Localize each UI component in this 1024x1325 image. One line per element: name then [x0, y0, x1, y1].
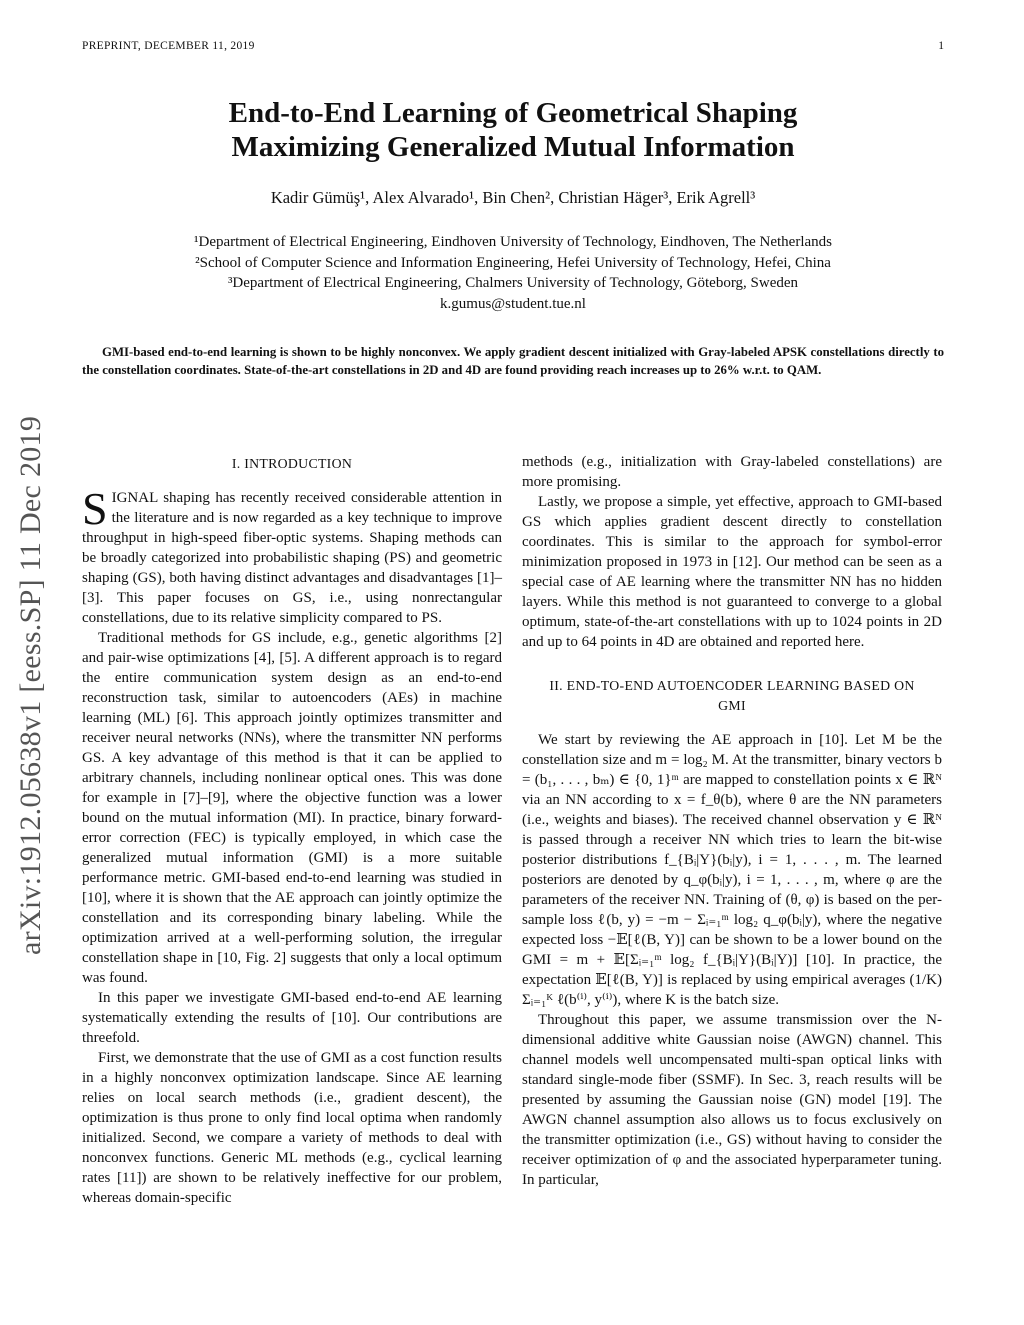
section-2-heading [522, 676, 942, 716]
section-1-heading: I. INTRODUCTION [231, 456, 353, 471]
affiliation-2: ²School of Computer Science and Information Engineering, Hefei University of Technology, Hefei, China [195, 254, 831, 271]
intro-paragraph-2: Traditional methods for GS include, e.g., genetic algorithms [2] and pair-wise optimizations [4], [5]. A different approach is to regard the entire communication system design as an end-to-end reconstruction task, similar to autoencoders (AEs) in machine learning (ML) [6]. This approach jointly optimizes transmitter and receiver neural networks (NNs), where the transmitter NN performs GS. A key advantage of this method is that it can be applied to arbitrary channels, including nonlinear optical ones. This was done for example in [7]–[9], where the objective function was a lower bound on the mutual information (MI). In practice, binary forward-error correction (FEC) is typically employed, in which case the generalized mutual information (GMI) is a more suitable performance metric. GMI-based end-to-end learning was studied in [10], where it is shown that the AE approach can jointly optimize the constellation and its corresponding binary labeling. While the optimization arrived at a well-performing solution, the irregular constellation shape in [10, Fig. 2] suggests that only a local optimum was found. [82, 630, 502, 986]
running-header: PREPRINT, DECEMBER 11, 2019 [82, 40, 255, 52]
intro-paragraph-1 [82, 483, 502, 628]
paper-title [82, 96, 944, 164]
intro-paragraph-3: In this paper we investigate GMI-based end-to-end AE learning systematically extending the results of [10]. Our contributions are threefold. [82, 990, 502, 1046]
section-2-heading-line-2: GMI [718, 698, 746, 713]
arxiv-stamp: arXiv:1912.05638v1 [eess.SP] 11 Dec 2019 [14, 415, 47, 955]
affiliation-1: ¹Department of Electrical Engineering, Eindhoven University of Technology, Eindhoven, The Netherlands [194, 234, 832, 250]
contact-email[interactable]: k.gumus@student.tue.nl [440, 295, 586, 312]
title-line-2: Maximizing Generalized Mutual Information [231, 131, 795, 163]
abstract: GMI-based end-to-end learning is shown to be highly nonconvex. We apply gradient descent initialized with Gray-labeled APSK constellations directly to the constellation coordinates. State-of-the-art constellations in 2D and 4D are found providing reach increases up to 26% w.r.t. to QAM. [82, 345, 944, 377]
author-list: Kadir Gümüş¹, Alex Alvarado¹, Bin Chen², Christian Häger³, Erik Agrell³ [270, 188, 756, 207]
intro-paragraph-4-continued: methods (e.g., initialization with Gray-labeled constellations) are more promising. [522, 454, 942, 490]
intro-paragraph-4: First, we demonstrate that the use of GMI as a cost function results in a highly nonconvex optimization landscape. Since AE learning relies on local search methods (i.e., gradient descent), the optimization is thus prone to only find local optima when randomly initialized. Second, we compare a variety of methods to deal with nonconvex functions. Generic ML methods (e.g., cyclical learning rates [11]) are shown to be relatively ineffective for our problem, whereas domain-specific [82, 1050, 502, 1206]
section-2-heading-line-1: II. END-TO-END AUTOENCODER LEARNING BASED ON [549, 678, 915, 693]
section-2-paragraph-2: Throughout this paper, we assume transmission over the N-dimensional additive white Gaussian noise (AWGN) channel. This channel models well uncompensated multi-span optical links with standard single-mode fiber (SSMF). In Sec. 3, reach results will be presented by assuming the Gaussian noise (GN) model [19]. The AWGN channel assumption also allows us to focus exclusively on the transmitter optimization (i.e., GS) without having to consider the receiver optimization of φ and the associated hyperparameter tuning. In particular, [522, 1012, 942, 1188]
section-spacer [522, 652, 942, 674]
affiliation-3: ³Department of Electrical Engineering, Chalmers University of Technology, Göteborg, Sweden [227, 275, 799, 291]
intro-paragraph-5: Lastly, we propose a simple, yet effective, approach to GMI-based GS which applies gradient descent directly to constellation coordinates. This is similar to the approach for symbol-error minimization proposed in 1973 in [12]. Our method can be seen as a special case of AE learning where the transmitter NN has no hidden layers. While this method is not guaranteed to converge to a global optimum, state-of-the-art constellations with up to 1024 points in 2D and up to 64 points in 4D are obtained and reported here. [522, 494, 942, 650]
drop-cap: S [82, 483, 108, 534]
section-2-paragraph-1: We start by reviewing the AE approach in [10]. Let M be the constellation size and m = log₂ M. At the transmitter, binary vectors b = (b₁, . . . , bₘ) ∈ {0, 1}ᵐ are mapped to constellation points x ∈ ℝᴺ via an NN according to x = f_θ(b), where θ are the NN parameters (i.e., weights and biases). The received channel observation y ∈ ℝᴺ is passed through a receiver NN which tries to learn the bit-wise posterior distributions f_{Bᵢ|Y}(bᵢ|y), i = 1, . . . , m. The learned posteriors are denoted by q_φ(bᵢ|y), i = 1, . . . , m, where φ are the parameters of the receiver NN. Training of (θ, φ) is based on the per-sample loss ℓ(b, y) = −m − Σᵢ₌₁ᵐ log₂ q_φ(bᵢ|y), where the negative expected loss −𝔼[ℓ(B, Y)] can be shown to be a lower bound on the GMI = m + 𝔼[Σᵢ₌₁ᵐ log₂ f_{Bᵢ|Y}(Bᵢ|Y)] [10]. In practice, the expectation 𝔼[ℓ(B, Y)] is replaced by using empirical averages (1/K) Σᵢ₌₁ᴷ ℓ(b⁽ⁱ⁾, y⁽ⁱ⁾), where K is the batch size. [522, 732, 942, 1008]
left-column [82, 452, 502, 1208]
page-number: 1 [938, 40, 944, 52]
right-column [522, 452, 942, 1190]
affiliations [82, 232, 944, 314]
title-line-1: End-to-End Learning of Geometrical Shaping [228, 97, 798, 129]
intro-paragraph-1-text: IGNAL shaping has recently received considerable attention in the literature and is now regarded as a key technique to improve throughput in high-speed fiber-optic systems. Shaping methods can be broadly categorized into probabilistic shaping (PS) and geometric shaping (GS), both having distinct advantages and disadvantages [1]–[3]. This paper focuses on GS, i.e., using nonrectangular constellations, due to its relative simplicity compared to PS. [82, 490, 502, 626]
